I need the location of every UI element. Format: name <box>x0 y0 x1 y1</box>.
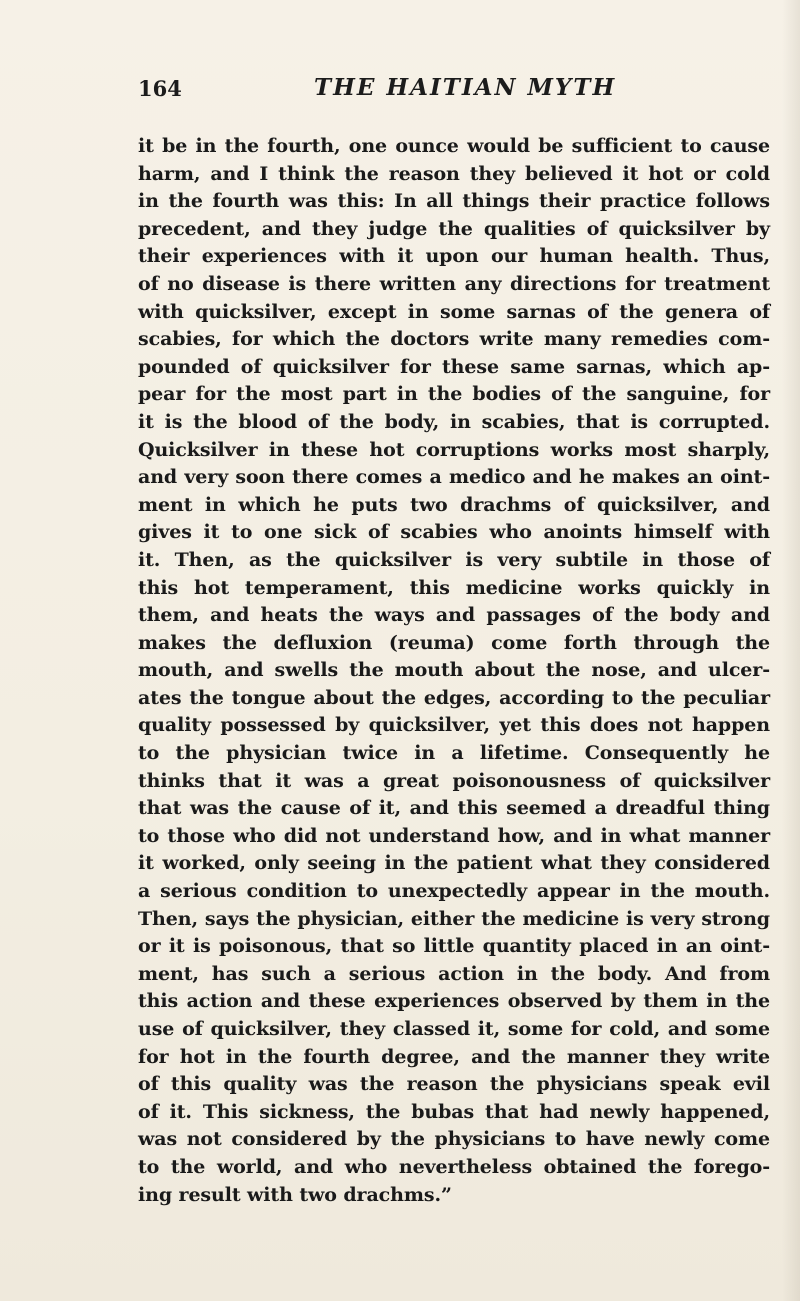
text-line: them, and heats the ways and passages of the body and <box>138 604 770 627</box>
text-line: gives it to one sick of scabies who anoints himself with <box>138 521 770 544</box>
text-line: to those who did not understand how, and in what manner <box>138 824 770 847</box>
text-line: quality possessed by quicksilver, yet this does not happen <box>138 714 770 737</box>
running-head <box>138 72 778 108</box>
text-line: a serious condition to unexpectedly appear in the mouth. <box>138 880 770 903</box>
text-line: pounded of quicksilver for these same sarnas, which ap- <box>138 355 770 378</box>
text-line: Quicksilver in these hot corruptions works most sharply, <box>138 438 770 461</box>
text-line: Then, says the physician, either the medicine is very strong <box>138 907 770 930</box>
text-line: and very soon there comes a medico and he makes an oint- <box>138 466 770 489</box>
page-edge-shadow <box>782 0 800 1301</box>
text-line: to the world, and who nevertheless obtained the forego- <box>138 1155 770 1178</box>
text-line: scabies, for which the doctors write many remedies com- <box>138 328 770 351</box>
text-line: harm, and I think the reason they believed it hot or cold <box>138 162 770 185</box>
text-line: makes the defluxion (reuma) come forth through the <box>138 631 770 654</box>
text-line: in the fourth was this: In all things their practice follows <box>138 190 770 213</box>
text-line: use of quicksilver, they classed it, some for cold, and some <box>138 1018 770 1040</box>
running-title: THE HAITIAN MYTH <box>314 74 617 101</box>
body-paragraph <box>138 133 770 1209</box>
text-line: it worked, only seeing in the patient what they considered <box>138 852 770 875</box>
text-line: it be in the fourth, one ounce would be sufficient to cause <box>138 135 770 157</box>
text-line: ing result with two drachms.” <box>138 1183 452 1206</box>
text-line: pear for the most part in the bodies of the sanguine, for <box>138 383 770 406</box>
text-line: or it is poisonous, that so little quantity placed in an oint- <box>138 935 770 958</box>
text-line: thinks that it was a great poisonousness of quicksilver <box>138 769 770 792</box>
text-line: that was the cause of it, and this seemed a dreadful thing <box>138 797 770 820</box>
text-line: with quicksilver, except in some sarnas of the genera of <box>138 300 770 323</box>
text-line: this hot temperament, this medicine works quickly in <box>138 576 770 599</box>
text-line: was not considered by the physicians to have newly come <box>138 1128 770 1151</box>
text-line: mouth, and swells the mouth about the nose, and ulcer- <box>138 659 770 682</box>
text-line: their experiences with it upon our human health. Thus, <box>138 245 770 268</box>
text-line: it. Then, as the quicksilver is very subtile in those of <box>138 548 770 571</box>
text-line: of no disease is there written any directions for treatment <box>138 272 770 295</box>
text-line: of it. This sickness, the bubas that had newly happened, <box>138 1100 770 1123</box>
text-line: to the physician twice in a lifetime. Consequently he <box>138 742 770 765</box>
page-number: 164 <box>138 76 182 101</box>
text-line: for hot in the fourth degree, and the manner they write <box>138 1045 770 1068</box>
text-line: of this quality was the reason the physicians speak evil <box>138 1073 770 1096</box>
text-line: precedent, and they judge the qualities of quicksilver by <box>138 217 770 240</box>
text-line: ment in which he puts two drachms of quicksilver, and <box>138 493 770 516</box>
text-line: this action and these experiences observed by them in the <box>138 990 770 1013</box>
text-line: it is the blood of the body, in scabies, that is corrupted. <box>138 410 770 433</box>
text-line: ment, has such a serious action in the body. And from <box>138 962 770 985</box>
text-line: ates the tongue about the edges, according to the peculiar <box>138 686 770 709</box>
